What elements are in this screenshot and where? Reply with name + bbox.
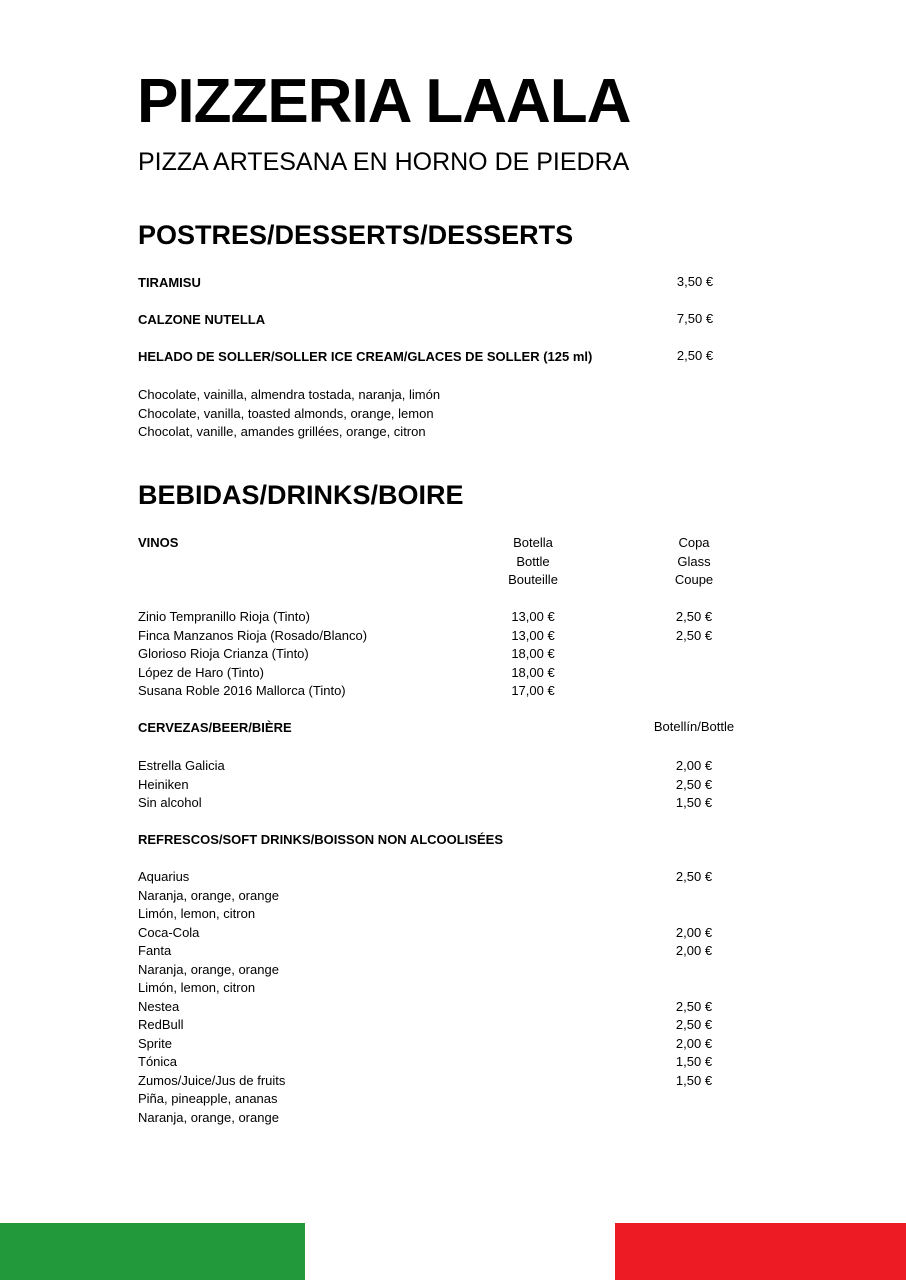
soft-drink-price (654, 905, 734, 924)
flag-green-stripe (0, 1223, 305, 1280)
soft-drink-name: Naranja, orange, orange (138, 1109, 279, 1125)
drinks-heading: BEBIDAS/DRINKS/BOIRE (138, 480, 464, 510)
wine-glass-prices (654, 608, 734, 645)
wine-names (138, 608, 367, 701)
bottle-column-header: Botella Bottle Bouteille (508, 535, 558, 587)
wine-bottle-price: 18,00 € (511, 646, 555, 661)
soft-drink-name: RedBull (138, 1017, 184, 1032)
wine-glass-price: 2,50 € (675, 627, 713, 643)
restaurant-title: PIZZERIA LAALA (137, 67, 631, 136)
soft-drink-price (654, 979, 734, 998)
soft-drink-name: Piña, pineapple, ananas (138, 1091, 278, 1106)
beer-name: Estrella Galicia (138, 758, 225, 773)
dessert-name: CALZONE NUTELLA (138, 312, 266, 327)
soft-drinks-label: REFRESCOS/SOFT DRINKS/BOISSON NON ALCOOLISÉES (138, 832, 503, 847)
soft-drink-names (138, 868, 285, 1127)
soft-drink-price: 1,50 € (675, 1072, 713, 1088)
soft-drink-name: Coca-Cola (138, 924, 200, 940)
wine-bottle-price: 13,00 € (511, 627, 555, 643)
wine-bottle-price: 18,00 € (511, 664, 555, 680)
flavor-line: Chocolat, vanille, amandes grillées, orange, citron (138, 424, 426, 439)
soft-drink-price: 2,00 € (675, 924, 713, 940)
dessert-price: 2,50 € (676, 348, 714, 363)
desserts-heading: POSTRES/DESSERTS/DESSERTS (138, 220, 574, 250)
wines-label: VINOS (138, 535, 179, 550)
soft-drink-price: 2,00 € (675, 943, 713, 958)
beer-column-header: Botellín/Bottle (653, 719, 735, 734)
soft-drink-price: 2,50 € (675, 998, 713, 1014)
wine-name: Finca Manzanos Rioja (Rosado/Blanco) (138, 627, 368, 643)
soft-drink-price: 2,50 € (675, 1017, 713, 1032)
soft-drink-name: Sprite (138, 1035, 172, 1051)
dessert-name: HELADO DE SOLLER/SOLLER ICE CREAM/GLACES DE SOLLER (125 ml) (138, 349, 593, 364)
soft-drink-name: Limón, lemon, citron (138, 906, 256, 921)
dessert-price: 7,50 € (676, 311, 714, 326)
beer-price: 2,50 € (675, 776, 713, 792)
flag-white-stripe (305, 1223, 615, 1280)
soft-drink-name: Aquarius (138, 869, 190, 884)
flavor-line: Chocolate, vanilla, toasted almonds, orange, lemon (138, 405, 434, 421)
soft-drink-name: Naranja, orange, orange (138, 887, 279, 903)
soft-drink-name: Tónica (138, 1054, 178, 1069)
soft-drink-name: Fanta (138, 943, 172, 958)
restaurant-subtitle: PIZZA ARTESANA EN HORNO DE PIEDRA (138, 148, 630, 176)
wine-bottle-prices (493, 608, 573, 701)
soft-drink-prices (654, 868, 734, 1090)
beers-label: CERVEZAS/BEER/BIÈRE (138, 720, 292, 735)
beer-price: 1,50 € (675, 795, 713, 810)
beer-names (138, 757, 225, 813)
soft-drink-name: Nestea (138, 998, 180, 1014)
wine-bottle-price: 13,00 € (511, 609, 555, 624)
soft-drink-price: 2,50 € (675, 869, 713, 884)
flag-red-stripe (615, 1223, 906, 1280)
wine-name: Susana Roble 2016 Mallorca (Tinto) (138, 683, 346, 698)
ice-cream-flavors (138, 386, 440, 442)
dessert-price: 3,50 € (676, 274, 714, 289)
beer-price: 2,00 € (675, 758, 713, 773)
beer-prices (654, 757, 734, 813)
beer-name: Heiniken (138, 776, 189, 792)
beer-name: Sin alcohol (138, 795, 202, 810)
wine-bottle-price: 17,00 € (511, 683, 555, 698)
soft-drink-price: 1,50 € (675, 1054, 713, 1069)
soft-drink-name: Naranja, orange, orange (138, 961, 279, 977)
soft-drink-name: Limón, lemon, citron (138, 980, 256, 995)
glass-column-header: Copa Glass Coupe (674, 535, 714, 587)
soft-drink-price: 2,00 € (675, 1035, 713, 1051)
soft-drink-price (654, 961, 734, 980)
flavor-line: Chocolate, vainilla, almendra tostada, naranja, limón (138, 387, 441, 402)
dessert-name: TIRAMISU (138, 275, 201, 290)
wine-glass-price: 2,50 € (675, 609, 713, 624)
wine-name: López de Haro (Tinto) (138, 664, 264, 680)
wine-name: Glorioso Rioja Crianza (Tinto) (138, 646, 309, 661)
soft-drink-price (654, 887, 734, 906)
wine-name: Zinio Tempranillo Rioja (Tinto) (138, 609, 310, 624)
soft-drink-name: Zumos/Juice/Jus de fruits (138, 1072, 286, 1088)
